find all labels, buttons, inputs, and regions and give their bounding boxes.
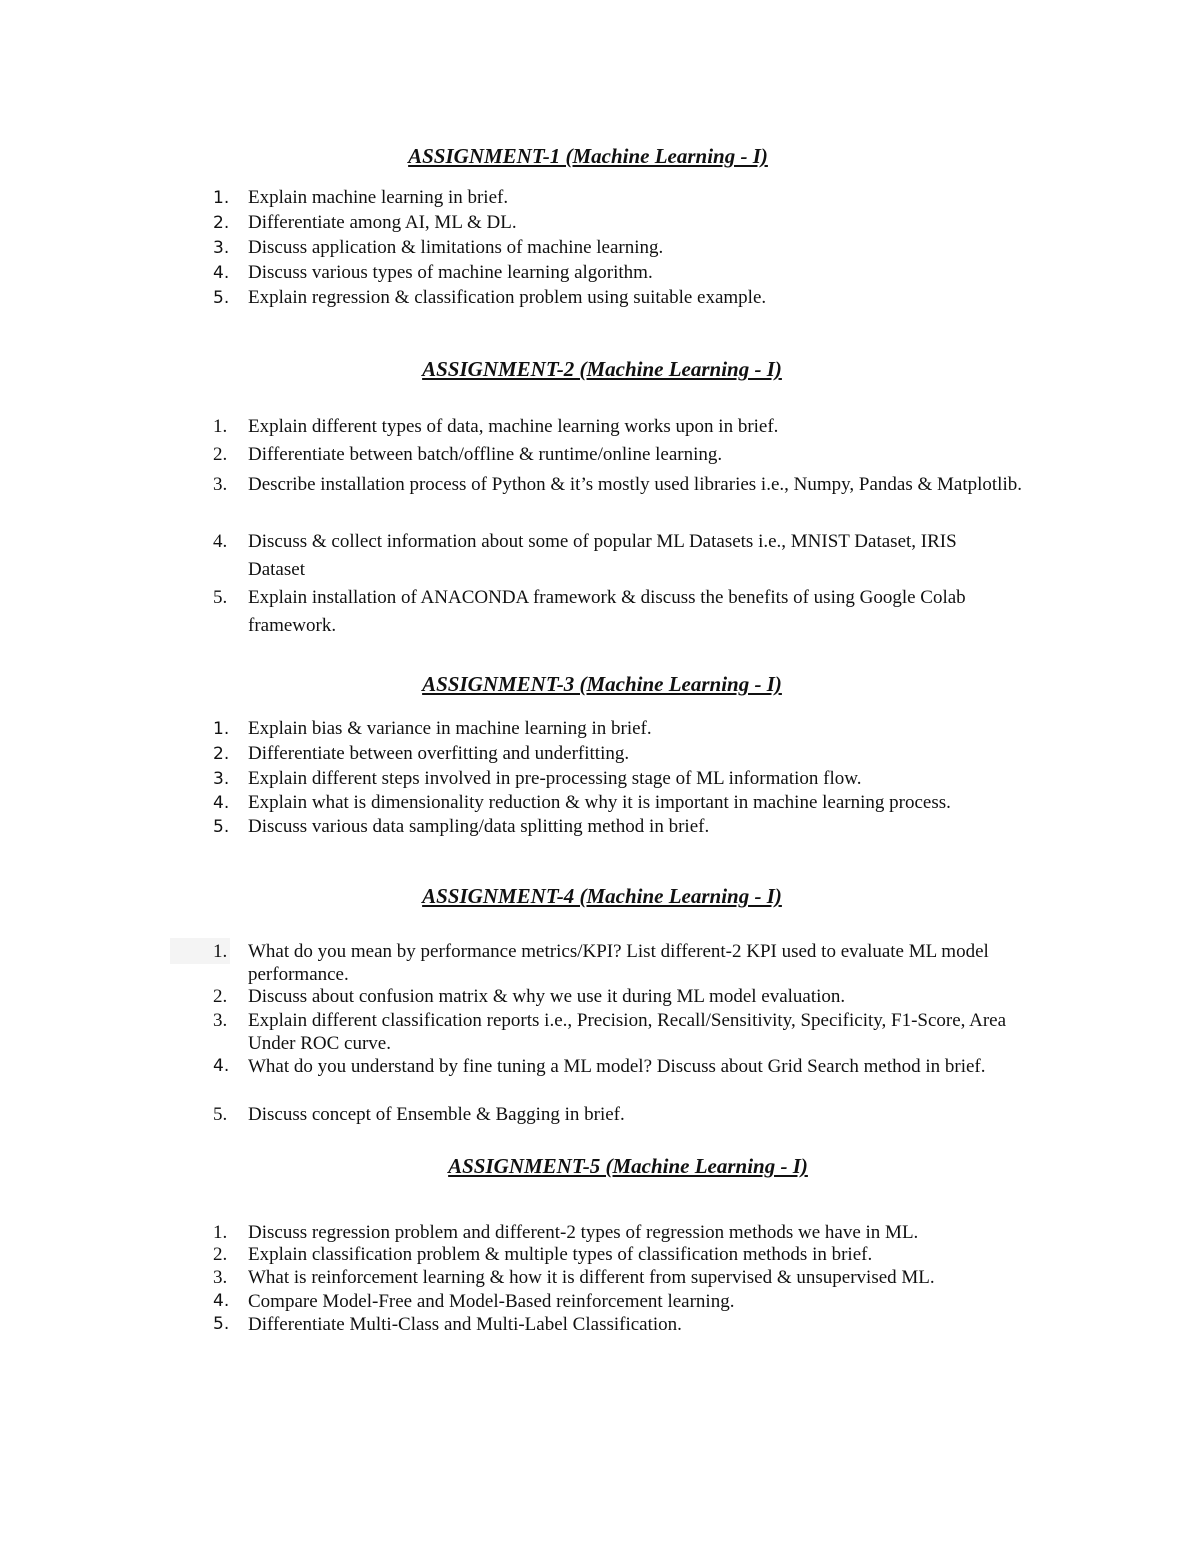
list-text: Compare Model-Free and Model-Based reinforcement learning.	[248, 1291, 735, 1312]
assignment-1-heading: ASSIGNMENT-1 (Machine Learning - I)	[408, 144, 768, 168]
list-number: 2.	[213, 1244, 228, 1265]
list-number: 5.	[213, 1314, 230, 1334]
list-text: Differentiate Multi-Class and Multi-Label Classification.	[248, 1314, 682, 1335]
list-text: Explain classification problem & multiple types of classification methods in brief.	[248, 1244, 873, 1265]
list-text: Explain bias & variance in machine learning in brief.	[248, 718, 652, 739]
list-number: 1.	[213, 416, 228, 437]
list-number: 3.	[213, 238, 230, 258]
list-text: Differentiate between overfitting and underfitting.	[248, 743, 630, 764]
list-text: What do you understand by fine tuning a ML model? Discuss about Grid Search method in brief.	[248, 1056, 986, 1077]
list-number: 2.	[213, 213, 230, 233]
list-text: What is reinforcement learning & how it is different from supervised & unsupervised ML.	[248, 1267, 935, 1288]
list-number: 4.	[213, 1291, 230, 1311]
list-text: Discuss concept of Ensemble & Bagging in brief.	[248, 1104, 625, 1125]
list-number: 5.	[213, 817, 230, 837]
assignment-5-heading: ASSIGNMENT-5 (Machine Learning - I)	[448, 1154, 808, 1178]
list-text: Explain different steps involved in pre-processing stage of ML information flow.	[248, 768, 862, 789]
list-text: Explain different classification reports i.e., Precision, Recall/Sensitivity, Specificity, F1-Score, Area Under ROC curve.	[248, 1010, 1007, 1054]
list-number: 4.	[213, 793, 230, 813]
list-text: Discuss regression problem and different-2 types of regression methods we have in ML.	[248, 1222, 919, 1243]
list-text: Differentiate between batch/offline & runtime/online learning.	[248, 444, 723, 465]
list-text: Differentiate among AI, ML & DL.	[248, 212, 517, 233]
list-number: 1.	[213, 188, 230, 208]
list-number: 1.	[213, 941, 228, 962]
list-text: Explain different types of data, machine learning works upon in brief.	[248, 416, 779, 437]
list-number: 3.	[213, 474, 228, 495]
list-text: Discuss & collect information about some of popular ML Datasets i.e., MNIST Dataset, IRIS Dataset	[248, 531, 957, 580]
assignment-3-heading: ASSIGNMENT-3 (Machine Learning - I)	[422, 672, 782, 696]
list-text: Discuss various data sampling/data splitting method in brief.	[248, 816, 710, 837]
list-number: 1.	[213, 1222, 228, 1243]
assignment-4-heading: ASSIGNMENT-4 (Machine Learning - I)	[422, 884, 782, 908]
list-number: 4.	[213, 1056, 230, 1076]
list-number: 4.	[213, 531, 228, 552]
list-number: 2.	[213, 744, 230, 764]
list-number: 1.	[213, 719, 230, 739]
list-text: Explain regression & classification problem using suitable example.	[248, 287, 767, 308]
list-number: 3.	[213, 1010, 228, 1031]
list-number: 2.	[213, 444, 228, 465]
list-number: 3.	[213, 1267, 228, 1288]
list-text: Describe installation process of Python & it’s mostly used libraries i.e., Numpy, Pandas & Matplotlib.	[248, 474, 1022, 495]
list-text: Discuss application & limitations of machine learning.	[248, 237, 664, 258]
list-number: 3.	[213, 769, 230, 789]
list-text: What do you mean by performance metrics/KPI? List different-2 KPI used to evaluate ML model performance.	[248, 941, 989, 985]
assignment-2-heading: ASSIGNMENT-2 (Machine Learning - I)	[422, 357, 782, 381]
list-text: Discuss various types of machine learning algorithm.	[248, 262, 653, 283]
list-text: Explain installation of ANACONDA framework & discuss the benefits of using Google Colab framework.	[248, 587, 966, 636]
list-number: 2.	[213, 986, 228, 1007]
list-number: 5.	[213, 288, 230, 308]
list-text: Explain machine learning in brief.	[248, 187, 509, 208]
list-number: 5.	[213, 587, 228, 608]
list-number: 5.	[213, 1104, 228, 1125]
list-text: Discuss about confusion matrix & why we use it during ML model evaluation.	[248, 986, 846, 1007]
list-number: 4.	[213, 263, 230, 283]
list-text: Explain what is dimensionality reduction & why it is important in machine learning process.	[248, 792, 951, 813]
